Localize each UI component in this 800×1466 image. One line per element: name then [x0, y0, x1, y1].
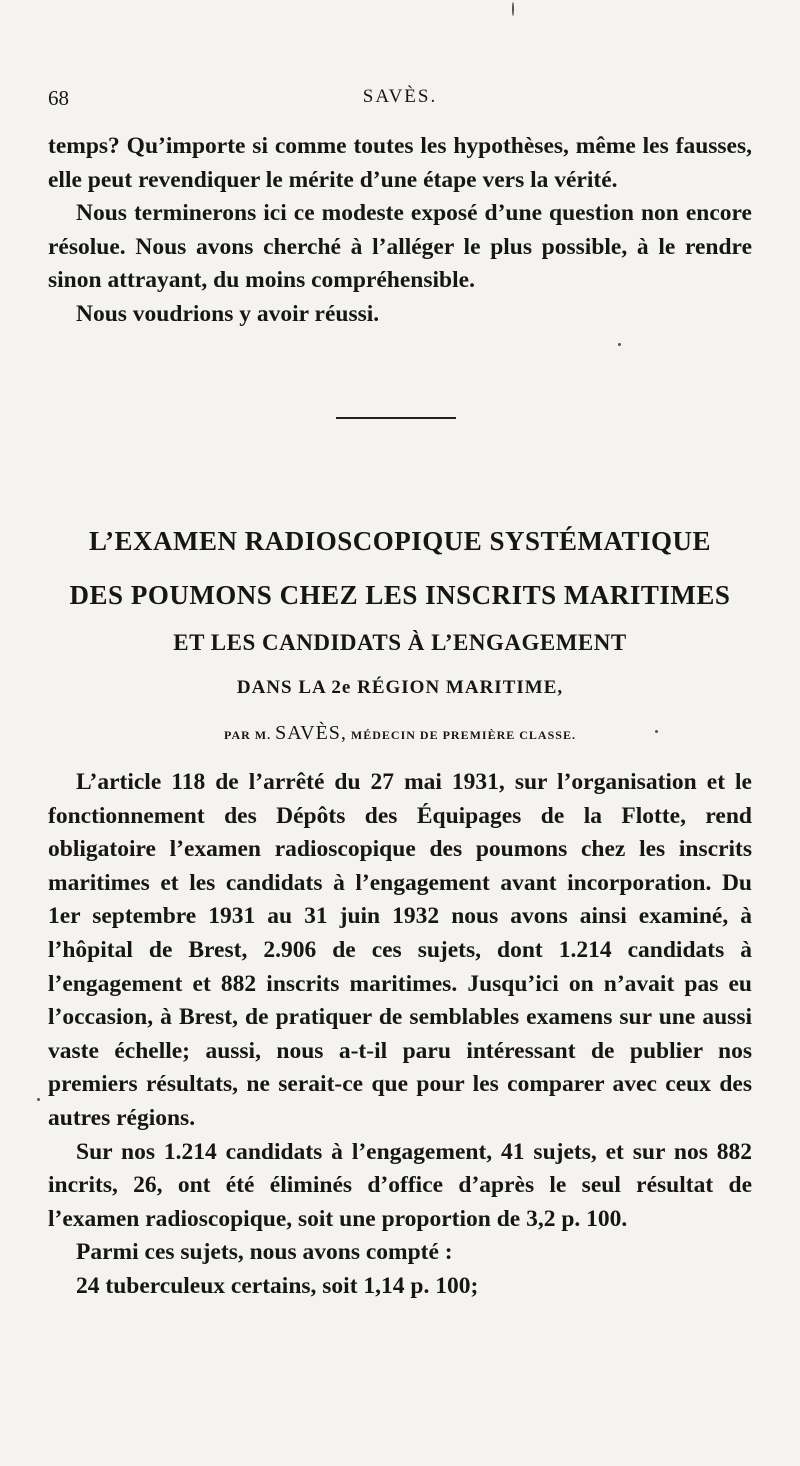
- paper-speck: [37, 1098, 40, 1101]
- page-header: [48, 86, 752, 116]
- article-title-line-4: DANS LA 2e RÉGION MARITIME,: [236, 677, 564, 698]
- article-title-line-1: L’EXAMEN RADIOSCOPIQUE SYSTÉMATIQUE: [88, 526, 712, 556]
- section-divider: [336, 417, 456, 419]
- paragraph: L’article 118 de l’arrêté du 27 mai 1931, sur l’organisation et le fonctionnement des Dépôts des Équipages de la Flotte, rend obligatoire l’examen radioscopique des poumons chez les inscrits maritimes et les candidats à l’engagement avant incorporation. Du 1er septembre 1931 au 31 juin 1932 nous avons ainsi examiné, à l’hôpital de Brest, 2.906 de ces sujets, dont 1.214 candidats à l’engagement et 882 inscrits maritimes. Jusqu’ici on n’avait pas eu l’occasion, à Brest, de pratiquer de semblables examens sur une aussi vaste échelle; aussi, nous a-t-il paru intéressant de publier nos premiers résultats, ne serait-ce que pour les comparer avec ceux des autres régions.: [48, 769, 752, 1131]
- paper-speck: [512, 2, 514, 16]
- paper-speck: [655, 730, 658, 733]
- byline-author: SAVÈS,: [275, 722, 347, 744]
- paragraph: 24 tuberculeux certains, soit 1,14 p. 100;: [76, 1272, 479, 1299]
- running-head: SAVÈS.: [362, 86, 438, 107]
- article-body: [48, 766, 752, 1304]
- byline-prefix: PAR M.: [224, 728, 272, 742]
- paragraph: Nous terminerons ici ce modeste exposé d’une question non encore résolue. Nous avons cherché à l’alléger le plus possible, à le rendre sinon attrayant, du moins compréhensible.: [48, 200, 752, 293]
- paragraph: temps? Qu’importe si comme toutes les hypothèses, même les fausses, elle peut revendiquer le mérite d’une étape vers la vérité.: [48, 133, 752, 193]
- paper-speck: [618, 343, 621, 346]
- article-title-line-3: ET LES CANDIDATS À L’ENGAGEMENT: [173, 630, 627, 655]
- page-number: 68: [48, 86, 69, 110]
- article-title-line-2: DES POUMONS CHEZ LES INSCRITS MARITIMES: [69, 580, 731, 610]
- paragraph: Parmi ces sujets, nous avons compté :: [76, 1239, 453, 1266]
- byline: [48, 722, 752, 745]
- byline-suffix: MÉDECIN DE PREMIÈRE CLASSE.: [350, 728, 576, 742]
- paragraph: Sur nos 1.214 candidats à l’engagement, 41 sujets, et sur nos 882 incrits, 26, ont été éliminés d’office d’après le seul résultat de l’examen radioscopique, soit une proportion de 3,2 p. 100.: [48, 1138, 752, 1232]
- intro-text: [48, 130, 752, 331]
- paragraph: Nous voudrions y avoir réussi.: [76, 300, 380, 327]
